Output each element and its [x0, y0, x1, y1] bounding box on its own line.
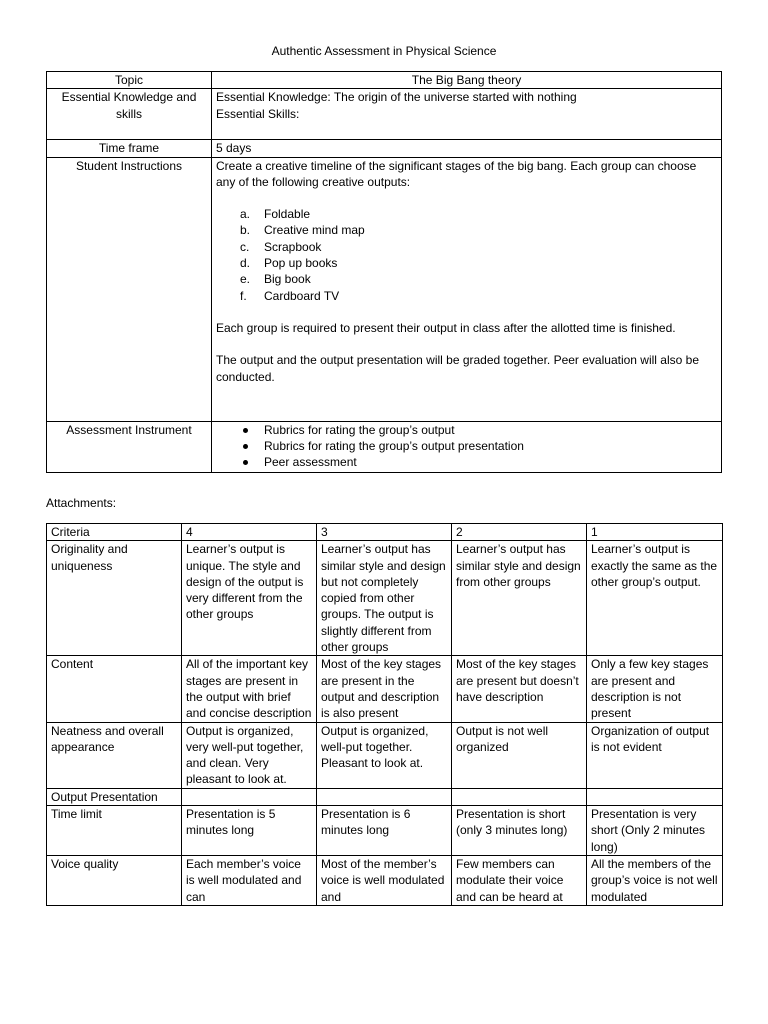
table-cell: Learner’s output has similar style and design but not completely copied from other groups. The output is slightly different from other groups: [317, 541, 452, 656]
table-row: [47, 806, 723, 856]
assessment-instrument-value: [212, 421, 722, 472]
list-item: [216, 206, 717, 222]
criteria-cell: Voice quality: [47, 855, 182, 905]
table-row: [47, 89, 722, 140]
criteria-cell: Time limit: [47, 806, 182, 856]
list-item-text: Big book: [264, 272, 311, 287]
criteria-cell: Neatness and overall appearance: [47, 722, 182, 788]
instructions-presentation-paragraph: Each group is required to present their output in class after the allotted time is finished.: [216, 320, 676, 335]
instructions-grading-paragraph: The output and the output presentation will be graded together. Peer evaluation will also be conducted.: [216, 353, 699, 384]
assessment-instrument-list: [216, 422, 717, 471]
essential-skills-line: Essential Skills:: [216, 106, 300, 121]
essential-knowledge-line: Essential Knowledge: The origin of the universe started with nothing: [216, 90, 577, 105]
table-cell: Few members can modulate their voice and can be heard at: [452, 855, 587, 905]
list-item-text: Peer assessment: [264, 455, 357, 470]
table-cell: Presentation is short (only 3 minutes long): [452, 806, 587, 856]
rubric-table: [46, 523, 723, 906]
list-item-text: Cardboard TV: [264, 288, 340, 303]
table-cell: Output is organized, very well-put together, and clean. Very pleasant to look at.: [182, 722, 317, 788]
list-item: [216, 454, 717, 470]
bullet-icon: [243, 444, 248, 449]
list-item-text: Foldable: [264, 207, 311, 222]
list-item: [216, 255, 717, 271]
bullet-icon: [243, 460, 248, 465]
table-row: [47, 855, 723, 905]
list-item: [216, 222, 717, 238]
list-item-text: Pop up books: [264, 256, 338, 271]
list-item: [216, 438, 717, 454]
table-cell: Organization of output is not evident: [587, 722, 723, 788]
list-marker: c.: [240, 239, 250, 254]
list-item-text: Creative mind map: [264, 223, 365, 238]
instructions-intro: Create a creative timeline of the significant stages of the big bang. Each group can choose any of the following creative outputs:: [216, 158, 697, 189]
table-row: [47, 788, 723, 805]
table-cell: Learner’s output has similar style and design from other groups: [452, 541, 587, 656]
creative-outputs-list: [216, 206, 717, 304]
document-title: Authentic Assessment in Physical Science: [271, 44, 497, 58]
table-row: [47, 72, 722, 89]
list-item-text: Rubrics for rating the group’s output: [264, 422, 455, 437]
table-row: [47, 541, 723, 656]
table-row: [47, 421, 722, 472]
table-cell: [317, 788, 452, 805]
bullet-icon: [243, 428, 248, 433]
table-cell: All of the important key stages are present in the output with brief and concise description: [182, 656, 317, 722]
student-instructions-value: [212, 157, 722, 421]
table-cell: Most of the key stages are present but doesn’t have description: [452, 656, 587, 722]
topic-value: The Big Bang theory: [212, 72, 722, 89]
table-cell: Presentation is 6 minutes long: [317, 806, 452, 856]
list-marker: f.: [240, 288, 247, 303]
table-row: [47, 157, 722, 421]
table-row: [47, 140, 722, 157]
section-heading-cell: Output Presentation: [47, 788, 182, 805]
table-cell: [452, 788, 587, 805]
table-cell: Only a few key stages are present and description is not present: [587, 656, 723, 722]
list-marker: e.: [240, 272, 251, 287]
table-cell: Learner’s output is unique. The style and design of the output is very different from the other groups: [182, 541, 317, 656]
table-row: [47, 722, 723, 788]
list-item-text: Rubrics for rating the group’s output presentation: [264, 438, 524, 453]
table-cell: [182, 788, 317, 805]
criteria-cell: Content: [47, 656, 182, 722]
topic-label: Topic: [47, 72, 212, 89]
column-header: 4: [182, 524, 317, 541]
table-cell: Most of the member’s voice is well modulated and: [317, 855, 452, 905]
list-item-text: Scrapbook: [264, 239, 322, 254]
column-header: 2: [452, 524, 587, 541]
table-cell: Output is organized, well-put together. Pleasant to look at.: [317, 722, 452, 788]
list-item: [216, 288, 717, 304]
student-instructions-label: Student Instructions: [47, 157, 212, 421]
time-frame-label: Time frame: [47, 140, 212, 157]
list-marker: b.: [240, 223, 251, 238]
table-cell: Each member’s voice is well modulated and can: [182, 855, 317, 905]
list-marker: d.: [240, 256, 251, 271]
time-frame-value: 5 days: [212, 140, 722, 157]
rubric-header-row: [47, 524, 723, 541]
essential-knowledge-label: Essential Knowledge and skills: [47, 89, 212, 140]
assessment-info-table: [46, 71, 722, 473]
column-header: Criteria: [47, 524, 182, 541]
list-marker: a.: [240, 207, 251, 222]
table-cell: Presentation is very short (Only 2 minutes long): [587, 806, 723, 856]
essential-knowledge-value: [212, 89, 722, 140]
table-cell: Most of the key stages are present in the output and description is also present: [317, 656, 452, 722]
table-cell: [587, 788, 723, 805]
table-row: [47, 656, 723, 722]
assessment-instrument-label: Assessment Instrument: [47, 421, 212, 472]
table-cell: All the members of the group’s voice is not well modulated: [587, 855, 723, 905]
attachments-label: Attachments:: [46, 496, 117, 510]
table-cell: Learner’s output is exactly the same as the other group’s output.: [587, 541, 723, 656]
table-cell: Output is not well organized: [452, 722, 587, 788]
list-item: [216, 271, 717, 287]
column-header: 1: [587, 524, 723, 541]
criteria-cell: Originality and uniqueness: [47, 541, 182, 656]
list-item: [216, 239, 717, 255]
table-cell: Presentation is 5 minutes long: [182, 806, 317, 856]
column-header: 3: [317, 524, 452, 541]
list-item: [216, 422, 717, 438]
